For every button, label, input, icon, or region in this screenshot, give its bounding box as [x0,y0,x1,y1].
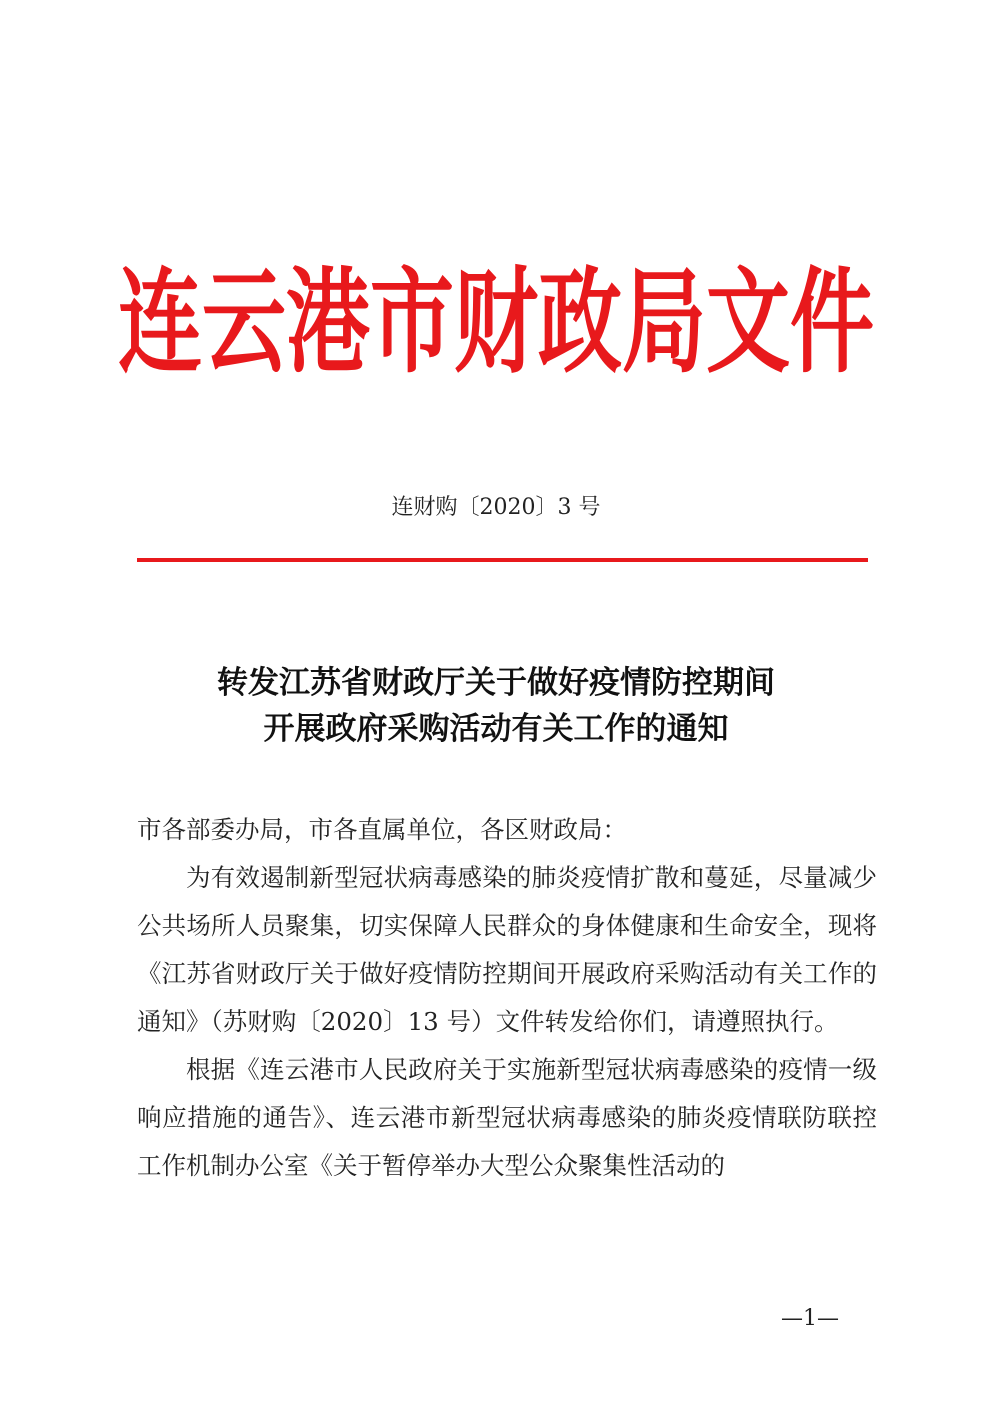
salutation: 市各部委办局，市各直属单位，各区财政局： [137,815,627,844]
page-number: —1— [781,1306,839,1331]
notice-body [137,806,877,1190]
red-divider-line [137,558,868,562]
body-paragraph-1: 为有效遏制新型冠状病毒感染的肺炎疫情扩散和蔓延，尽量减少公共场所人员聚集，切实保障人民群众的身体健康和生命安全，现将《江苏省财政厅关于做好疫情防控期间开展政府采购活动有关工作的通知》（苏财购〔2020〕13 号）文件转发给你们，请遵照执行。 [137,863,877,1036]
document-number: 连财购〔2020〕3 号 [391,495,601,520]
notice-title-line-2: 开展政府采购活动有关工作的通知 [263,711,729,747]
body-paragraph-2: 根据《连云港市人民政府关于实施新型冠状病毒感染的疫情一级响应措施的通告》、连云港市新型冠状病毒感染的肺炎疫情联防联控工作机制办公室《关于暂停举办大型公众聚集性活动的 [137,1055,877,1180]
notice-title [0,660,992,752]
notice-title-line-1: 转发江苏省财政厅关于做好疫情防控期间 [217,665,775,701]
document-header-title: 连云港市财政局文件 [117,256,874,389]
